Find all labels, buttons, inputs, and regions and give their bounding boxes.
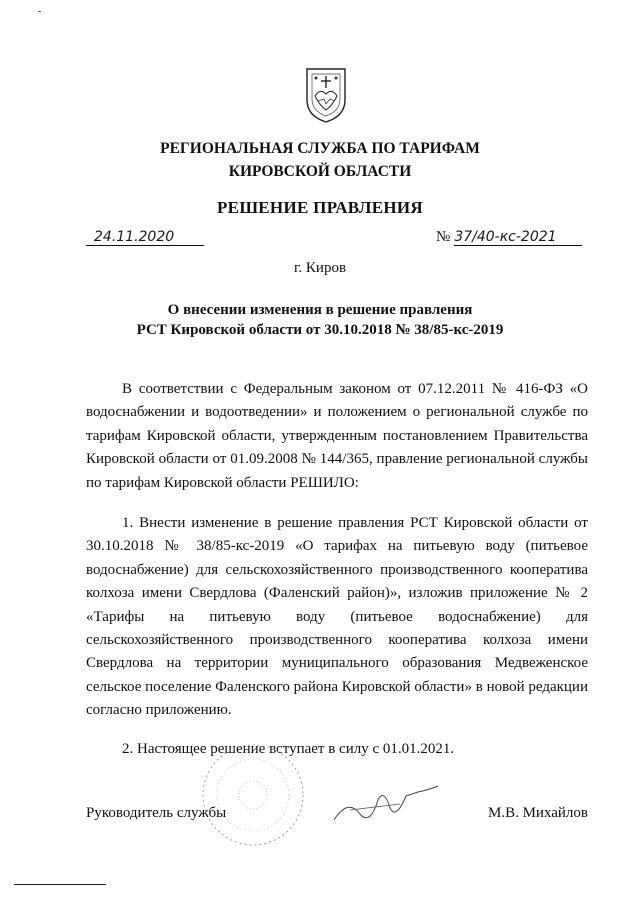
body-paragraph-preamble: В соответствии с Федеральным законом от 07.12.2011 № 416-ФЗ «О водоснабжении и водоотведении» и положением о региональной службе по тарифам Кировской области, утвержденным постановлением Правительства Кировской области от 01.09.2008 № 144/365, правление региональной службы по тарифам Кировской области РЕШИЛО:: [86, 381, 588, 491]
org-name-line1: РЕГИОНАЛЬНАЯ СЛУЖБА ПО ТАРИФАМ: [160, 140, 480, 157]
footer-rule: [14, 884, 106, 885]
number-label: №: [436, 229, 451, 245]
org-name-line2: КИРОВСКОЙ ОБЛАСТИ: [228, 163, 412, 180]
scan-speck: [38, 11, 41, 12]
body-paragraph-item1: 1. Внести изменение в решение правления РСТ Кировской области от 30.10.2018 № 38/85-кс-2019 «О тарифах на питьевую воду (питьевое водоснабжение) для сельскохозяйственного производственного кооператива колхоза имени Свердлова (Фаленский район)», изложив приложение № 2 «Тарифы на питьевую воду (питьевое водоснабжение) для сельскохозяйственного производственного кооператива колхоза имени Свердлова на территории муниципального образования Медвеженское сельское поселение Фаленского района Кировской области» в новой редакции согласно приложению.: [86, 515, 588, 719]
city: г. Киров: [293, 260, 347, 276]
document-date: 24.11.2020: [86, 229, 204, 246]
signatory-name: М.В. Михайлов: [487, 805, 588, 821]
signatory-role: Руководитель службы: [86, 805, 227, 821]
document-number-block: [436, 229, 582, 246]
handwritten-signature-icon: [330, 780, 450, 830]
subject-line2: РСТ Кировской области от 30.10.2018 № 38/85-кс-2019: [136, 322, 504, 338]
seal-stamp-icon: [188, 740, 318, 850]
document-type-title: РЕШЕНИЕ ПРАВЛЕНИЯ: [217, 198, 423, 217]
document-number: 37/40-кс-2021: [454, 229, 582, 246]
coat-of-arms-icon: [304, 66, 348, 124]
subject-line1: О внесении изменения в решение правления: [167, 302, 473, 318]
body-paragraph-item2: 2. Настоящее решение вступает в силу с 01.01.2021.: [122, 741, 455, 757]
